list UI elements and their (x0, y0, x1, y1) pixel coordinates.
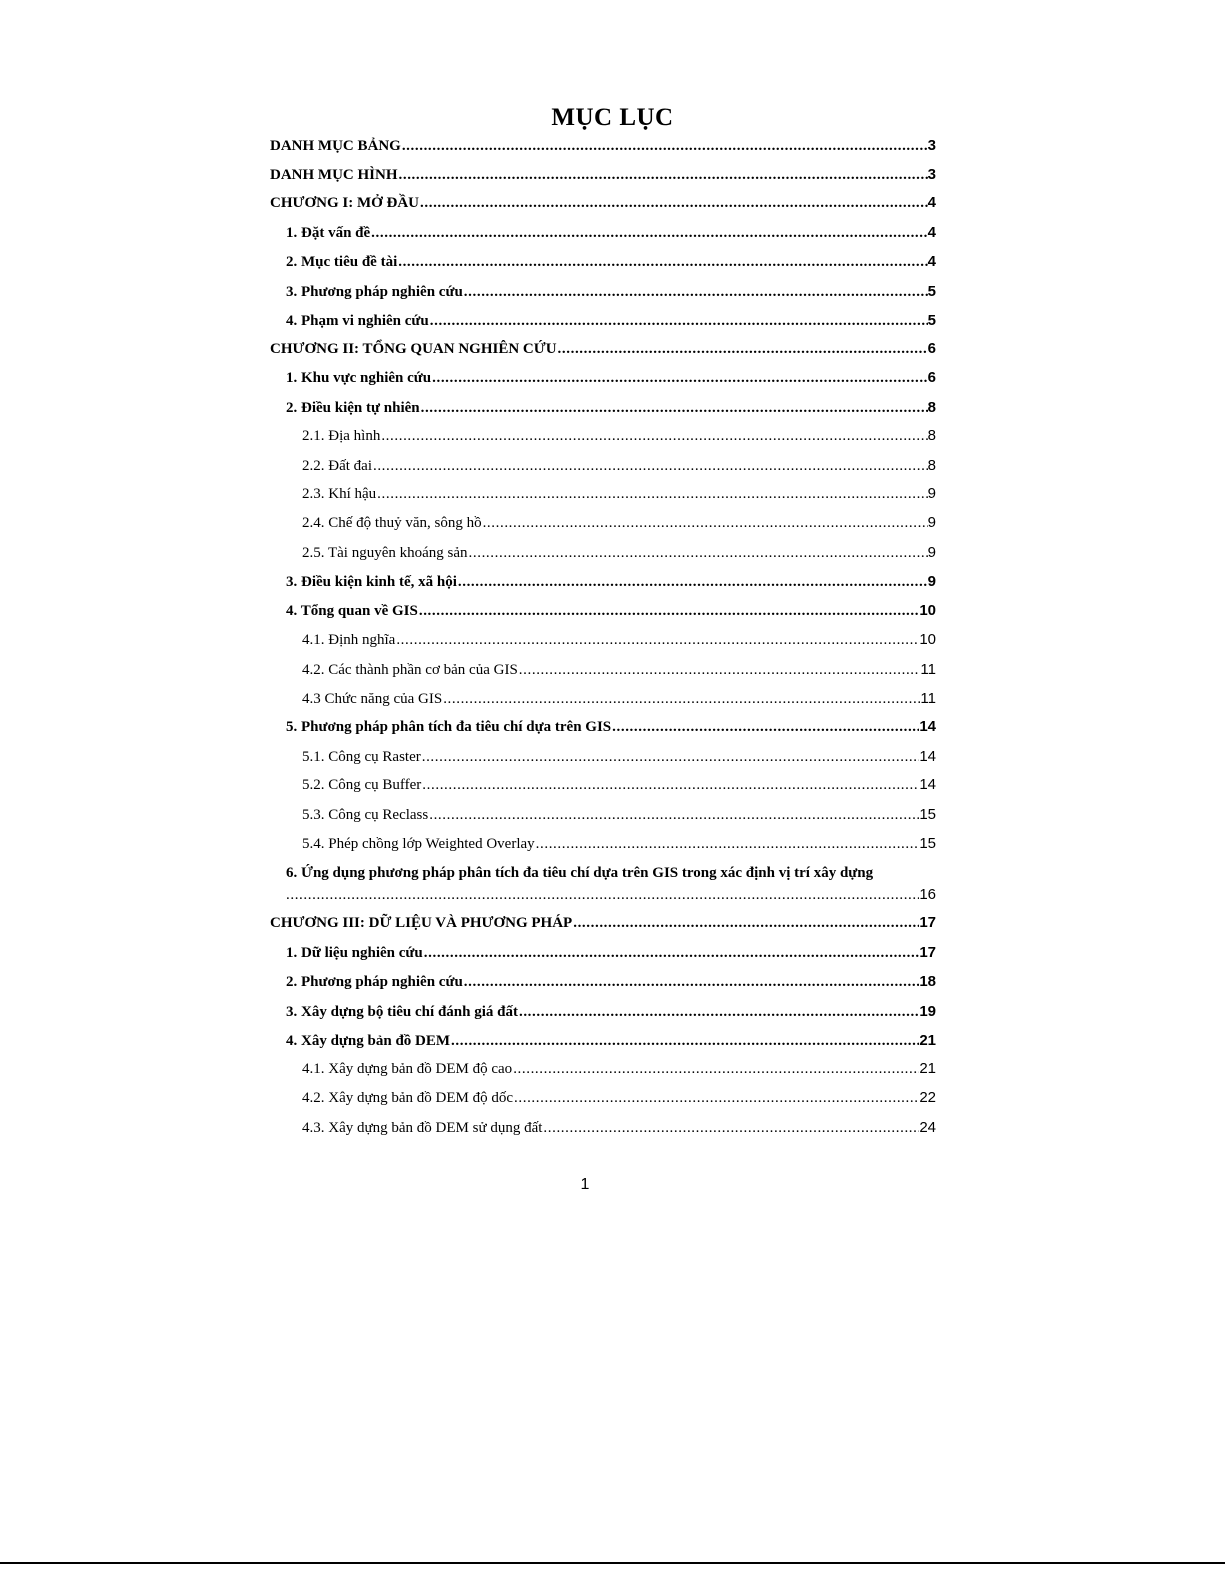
toc-entry-label: 4.2. Các thành phần cơ bản của GIS (302, 662, 518, 678)
dot-leader (464, 971, 920, 993)
toc-entry-page: 11 (920, 661, 936, 678)
toc-entry-page: 24 (919, 1119, 936, 1136)
toc-entry[interactable] (286, 942, 936, 964)
toc-entry-page: 17 (919, 944, 936, 961)
dot-leader (451, 1030, 919, 1052)
toc-entry-list-of-tables[interactable] (270, 135, 936, 157)
toc-entry-page: 9 (927, 514, 936, 531)
toc-entry-label: 5.2. Công cụ Buffer (302, 777, 422, 793)
toc-entry-label: 2. Điều kiện tự nhiên (286, 400, 420, 416)
dot-leader (424, 942, 920, 964)
dot-leader (399, 164, 928, 186)
toc-entry-label-wrapped[interactable]: 6. Ứng dụng phương pháp phân tích đa tiêu chí dựa trên GIS trong xác định vị trí xây dựng (286, 865, 874, 881)
toc-entry-page: 14 (919, 748, 936, 765)
toc-entry-page: 19 (919, 1003, 936, 1020)
toc-entry[interactable] (302, 746, 936, 768)
toc-entry-chapter-3[interactable] (270, 912, 936, 934)
toc-entry-page: 17 (919, 914, 936, 931)
toc-entry[interactable] (302, 512, 936, 534)
dot-leader (458, 571, 928, 593)
toc-entry-page: 6 (927, 340, 936, 357)
dot-leader (421, 397, 928, 419)
toc-entry-label: 4. Xây dựng bản đồ DEM (286, 1033, 451, 1049)
toc-entry[interactable] (286, 281, 936, 303)
toc-entry-page: 5 (927, 312, 936, 329)
dot-leader (543, 1117, 919, 1139)
toc-entry-label: 1. Đặt vấn đề (286, 225, 371, 241)
toc-entry-label: 2.3. Khí hậu (302, 486, 377, 502)
toc-entry[interactable] (286, 716, 936, 738)
dot-leader (514, 1087, 919, 1109)
toc-entry[interactable] (302, 629, 936, 651)
toc-entry-page: 8 (927, 399, 936, 416)
toc-entry[interactable] (302, 1117, 936, 1139)
toc-entry-page: 8 (927, 427, 936, 444)
toc-entry-page: 14 (919, 718, 936, 735)
dot-leader (483, 512, 928, 534)
dot-leader (430, 310, 928, 332)
toc-entry[interactable] (302, 483, 936, 505)
toc-entry-label: CHƯƠNG III: DỮ LIỆU VÀ PHƯƠNG PHÁP (270, 915, 573, 931)
toc-entry-page: 4 (927, 224, 936, 241)
toc-entry[interactable] (302, 659, 936, 681)
toc-entry[interactable] (302, 1058, 936, 1080)
toc-entry-label: 4. Phạm vi nghiên cứu (286, 313, 429, 329)
toc-entry-page: 9 (927, 573, 936, 590)
toc-entry-label: 5.3. Công cụ Reclass (302, 807, 429, 823)
toc-entry-chapter-1[interactable] (270, 192, 936, 214)
toc-entry-label: 3. Xây dựng bộ tiêu chí đánh giá đất (286, 1004, 518, 1020)
dot-leader (420, 192, 928, 214)
dot-leader (432, 367, 928, 389)
dot-leader (402, 135, 928, 157)
toc-entry[interactable] (302, 425, 936, 447)
dot-leader (381, 425, 927, 447)
toc-entry-page: 3 (927, 166, 936, 183)
dot-leader (377, 483, 927, 505)
toc-entry-page: 8 (927, 457, 936, 474)
toc-entry[interactable] (302, 688, 936, 710)
toc-entry[interactable] (286, 310, 936, 332)
toc-entry[interactable] (286, 251, 936, 273)
toc-entry-page: 15 (919, 806, 936, 823)
toc-entry[interactable] (286, 397, 936, 419)
toc-entry[interactable] (286, 971, 936, 993)
toc-entry-label: 3. Điều kiện kinh tế, xã hội (286, 574, 457, 590)
dot-leader (398, 251, 927, 273)
toc-entry-label: 2.1. Địa hình (302, 428, 381, 444)
toc-entry-label: 2.4. Chế độ thuỷ văn, sông hồ (302, 515, 482, 531)
toc-entry-page: 9 (927, 544, 936, 561)
toc-entry-chapter-2[interactable] (270, 338, 936, 360)
toc-entry-label: 4.2. Xây dựng bản đồ DEM độ dốc (302, 1090, 514, 1106)
toc-entry-label: 5.4. Phép chồng lớp Weighted Overlay (302, 836, 535, 852)
dot-leader (286, 884, 919, 906)
toc-entry-label: 3. Phương pháp nghiên cứu (286, 284, 463, 300)
dot-leader (443, 688, 920, 710)
toc-entry[interactable] (302, 833, 936, 855)
dot-leader (422, 746, 920, 768)
toc-entry-label: 2. Mục tiêu đề tài (286, 254, 398, 270)
toc-entry-page: 4 (927, 194, 936, 211)
toc-entry-page: 22 (919, 1089, 936, 1106)
toc-entry-label: 2.5. Tài nguyên khoáng sản (302, 545, 468, 561)
toc-entry[interactable] (286, 1001, 936, 1023)
dot-leader (519, 1001, 919, 1023)
toc-entry-page: 15 (919, 835, 936, 852)
dot-leader (464, 281, 928, 303)
dot-leader (422, 774, 919, 796)
toc-entry-page: 21 (919, 1032, 936, 1049)
toc-entry-label: 4.1. Định nghĩa (302, 632, 396, 648)
toc-entry-page: 6 (927, 369, 936, 386)
toc-entry[interactable] (302, 804, 936, 826)
toc-entry-page: 10 (919, 602, 936, 619)
page-title: MỤC LỤC (551, 104, 674, 131)
dot-leader (513, 1058, 919, 1080)
toc-entry-page: 4 (927, 253, 936, 270)
toc-entry-label: 5. Phương pháp phân tích đa tiêu chí dựa trên GIS (286, 719, 612, 735)
toc-entry-page: 14 (919, 776, 936, 793)
toc-entry-label: CHƯƠNG II: TỔNG QUAN NGHIÊN CỨU (270, 341, 557, 357)
toc-entry[interactable] (302, 542, 936, 564)
dot-leader (573, 912, 919, 934)
toc-entry-page: 3 (927, 137, 936, 154)
toc-entry[interactable] (302, 1087, 936, 1109)
dot-leader (558, 338, 928, 360)
toc-entry[interactable] (286, 600, 936, 622)
toc-entry-page: 11 (920, 690, 936, 707)
dot-leader (612, 716, 919, 738)
toc-entry-page: 21 (919, 1060, 936, 1077)
dot-leader (429, 804, 919, 826)
toc-entry-label: 4. Tổng quan về GIS (286, 603, 418, 619)
toc-entry[interactable] (286, 222, 936, 244)
toc-entry-label: 1. Khu vực nghiên cứu (286, 370, 432, 386)
toc-entry-label: 4.3. Xây dựng bản đồ DEM sử dụng đất (302, 1120, 543, 1136)
toc-entry-label: DANH MỤC HÌNH (270, 167, 398, 183)
toc-entry-label: 2. Phương pháp nghiên cứu (286, 974, 463, 990)
toc-entry-label: 2.2. Đất đai (302, 458, 372, 474)
dot-leader (419, 600, 919, 622)
toc-entry[interactable] (286, 571, 936, 593)
toc-entry-label: CHƯƠNG I: MỞ ĐẦU (270, 195, 420, 211)
toc-entry-page: 16 (919, 886, 936, 903)
toc-entry-label: DANH MỤC BẢNG (270, 138, 401, 154)
toc-entry-page: 10 (919, 631, 936, 648)
toc-entry-list-of-figures[interactable] (270, 164, 936, 186)
dot-leader (536, 833, 920, 855)
toc-entry-label: 1. Dữ liệu nghiên cứu (286, 945, 423, 961)
toc-entry-page: 9 (927, 485, 936, 502)
toc-entry-page: 18 (919, 973, 936, 990)
toc-entry[interactable] (302, 774, 936, 796)
toc-entry-label: 5.1. Công cụ Raster (302, 749, 421, 765)
dot-leader (373, 455, 928, 477)
bottom-divider (0, 1562, 1225, 1564)
toc-entry[interactable] (286, 1030, 936, 1052)
toc-entry-continuation[interactable] (286, 884, 936, 906)
dot-leader (371, 222, 927, 244)
toc-entry[interactable] (302, 455, 936, 477)
page-number: 1 (580, 1176, 590, 1193)
dot-leader (519, 659, 921, 681)
toc-entry-page: 5 (927, 283, 936, 300)
toc-entry-label: 4.3 Chức năng của GIS (302, 691, 443, 707)
toc-entry-label: 4.1. Xây dựng bản đồ DEM độ cao (302, 1061, 513, 1077)
toc-entry[interactable] (286, 367, 936, 389)
dot-leader (396, 629, 919, 651)
dot-leader (469, 542, 928, 564)
